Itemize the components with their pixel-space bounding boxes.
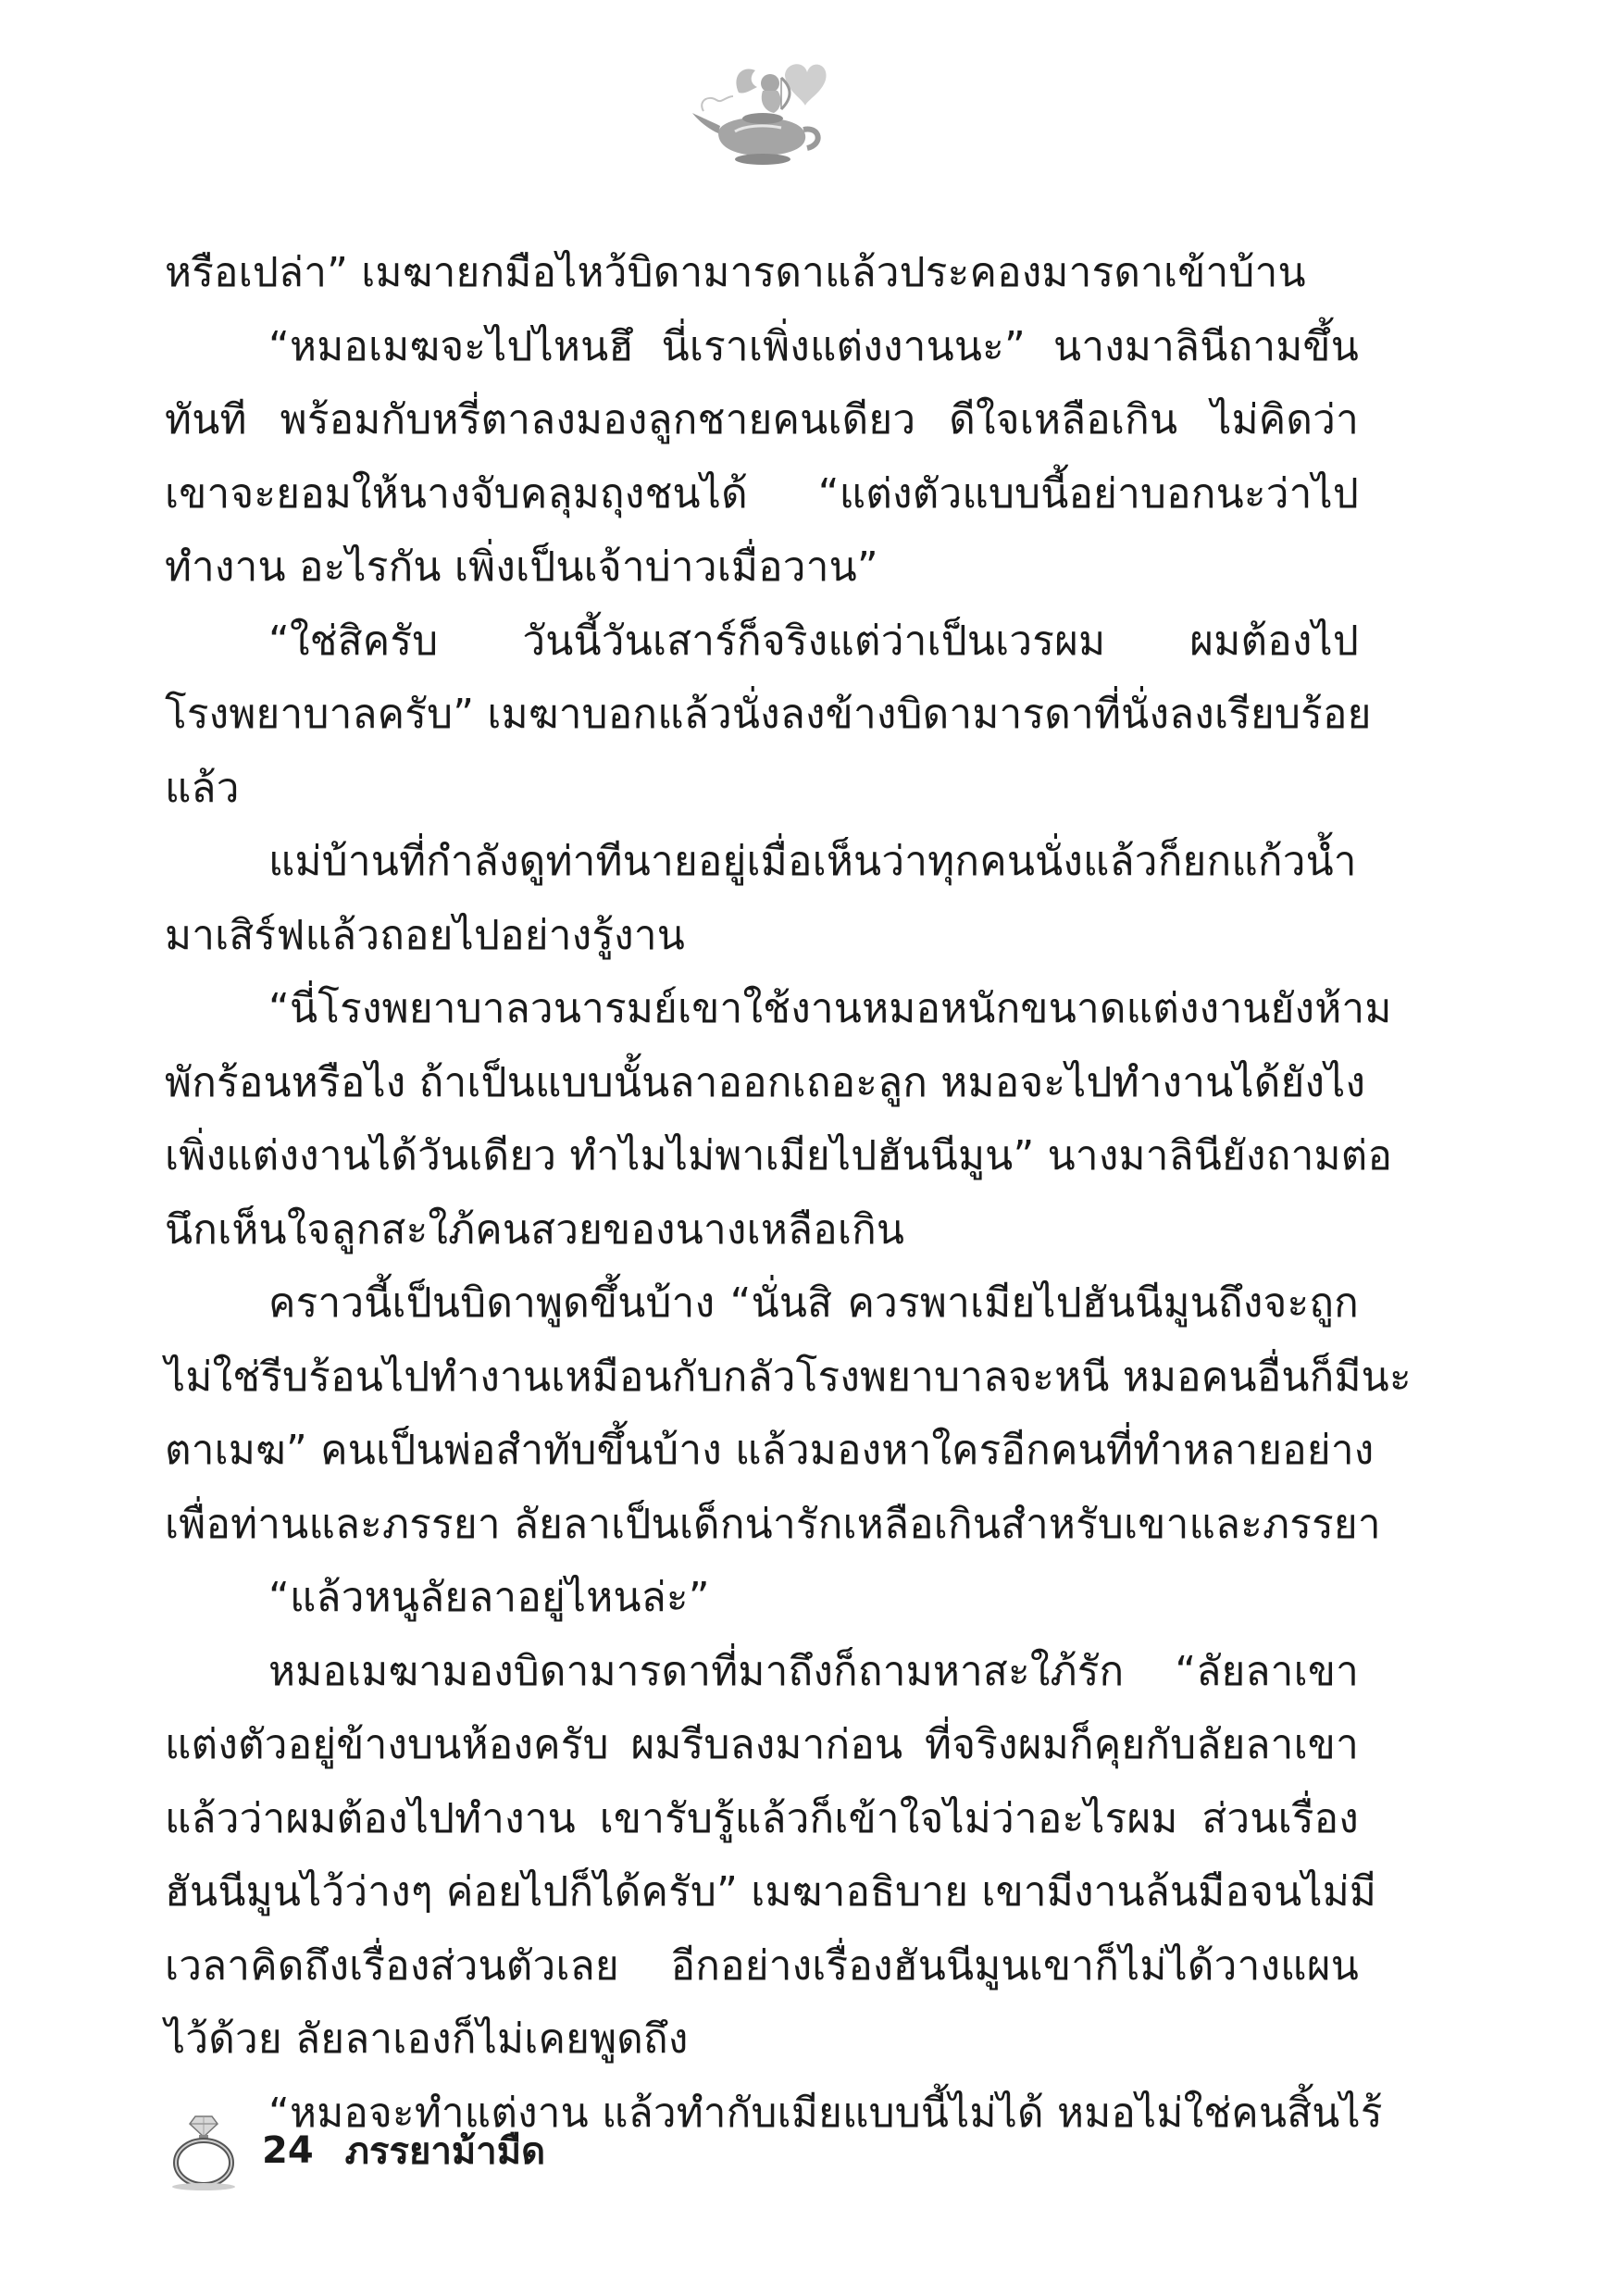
text-line: ตาเมฆ” คนเป็นพ่อสำทับขึ้นบ้าง แล้วมองหาใครอีกคนที่ทำหลายอย่าง: [165, 1427, 1375, 1474]
text-line: แล้ว: [165, 764, 240, 812]
text-line: ไม่ใช่รีบร้อนไปทำงานเหมือนกับกลัวโรงพยาบาลจะหนี หมอคนอื่นก็มีนะ: [165, 1353, 1412, 1401]
text-line: “แล้วหนูลัยลาอยู่ไหนล่ะ”: [268, 1574, 710, 1621]
text-line: แต่งตัวอยู่ข้างบนห้องครับ ผมรีบลงมาก่อน ที่จริงผมก็คุยกับลัยลาเขา: [165, 1721, 1359, 1768]
text-line: แล้วว่าผมต้องไปทำงาน เขารับรู้แล้วก็เข้าใจไม่ว่าอะไรผม ส่วนเรื่อง: [165, 1794, 1359, 1842]
text-line: คราวนี้เป็นบิดาพูดขึ้นบ้าง “นั่นสิ ควรพาเมียไปฮันนีมูนถึงจะถูก: [268, 1279, 1359, 1327]
text-line: นึกเห็นใจลูกสะใภ้คนสวยของนางเหลือเกิน: [165, 1205, 905, 1254]
page-number: 24: [262, 2129, 314, 2172]
text-line: มาเสิร์ฟแล้วถอยไปอย่างรู้งาน: [165, 911, 686, 959]
text-line: หรือเปล่า” เมฆายกมือไหว้บิดามารดาแล้วประคองมารดาเข้าบ้าน: [165, 249, 1306, 296]
text-line: เพื่อท่านและภรรยา ลัยลาเป็นเด็กน่ารักเหลือเกินสำหรับเขาและภรรยา: [165, 1500, 1381, 1548]
text-line: แม่บ้านที่กำลังดูท่าทีนายอยู่เมื่อเห็นว่าทุกคนนั่งแล้วก็ยกแก้วน้ำ: [268, 838, 1357, 885]
text-line: ฮันนีมูนไว้ว่างๆ ค่อยไปก็ได้ครับ” เมฆาอธิบาย เขามีงานล้นมือจนไม่มี: [165, 1868, 1377, 1915]
text-line: เวลาคิดถึงเรื่องส่วนตัวเลย อีกอย่างเรื่องฮันนีมูนเขาก็ไม่ได้วางแผน: [165, 1941, 1359, 1990]
page-footer: [162, 2109, 810, 2192]
text-line: โรงพยาบาลครับ” เมฆาบอกแล้วนั่งลงข้างบิดามารดาที่นั่งลงเรียบร้อย: [165, 691, 1372, 738]
text-line: “นี่โรงพยาบาลวนารมย์เขาใช้งานหมอหนักขนาดแต่งงานยังห้าม: [268, 985, 1392, 1032]
text-line: ทันที พร้อมกับหรี่ตาลงมองลูกชายคนเดียว ดีใจเหลือเกิน ไม่คิดว่า: [165, 396, 1359, 443]
text-line: “ใช่สิครับ วันนี้วันเสาร์ก็จริงแต่ว่าเป็นเวรผม ผมต้องไป: [268, 617, 1359, 665]
text-line: หมอเมฆามองบิดามารดาที่มาถึงก็ถามหาสะใภ้รัก “ลัยลาเขา: [268, 1647, 1359, 1695]
body-text: [165, 236, 1412, 2150]
text-line: เพิ่งแต่งงานได้วันเดียว ทำไมไม่พาเมียไปฮันนีมูน” นางมาลินียังถามต่อ: [165, 1132, 1393, 1179]
cupid-teapot-ornament-icon: [685, 56, 833, 176]
text-line: ทำงาน อะไรกัน เพิ่งเป็นเจ้าบ่าวเมื่อวาน”: [165, 543, 878, 591]
text-line: “หมอเมฆจะไปไหนฮึ นี่เราเพิ่งแต่งงานนะ” นางมาลินีถามขึ้น: [268, 322, 1359, 370]
text-line: ไว้ด้วย ลัยลาเองก็ไม่เคยพูดถึง: [165, 2015, 689, 2063]
text-line: พักร้อนหรือไง ถ้าเป็นแบบนั้นลาออกเถอะลูก หมอจะไปทำงานได้ยังไง: [165, 1058, 1366, 1106]
text-line: “หมอจะทำแต่งาน แล้วทำกับเมียแบบนี้ไม่ได้ หมอไม่ใช่คนสิ้นไร้: [268, 2089, 1383, 2137]
book-title: ภรรยาม้ามืด: [344, 2130, 546, 2173]
diamond-ring-icon: [162, 2109, 245, 2192]
text-line: เขาจะยอมให้นางจับคลุมถุงชนได้ “แต่งตัวแบบนี้อย่าบอกนะว่าไป: [165, 469, 1359, 518]
